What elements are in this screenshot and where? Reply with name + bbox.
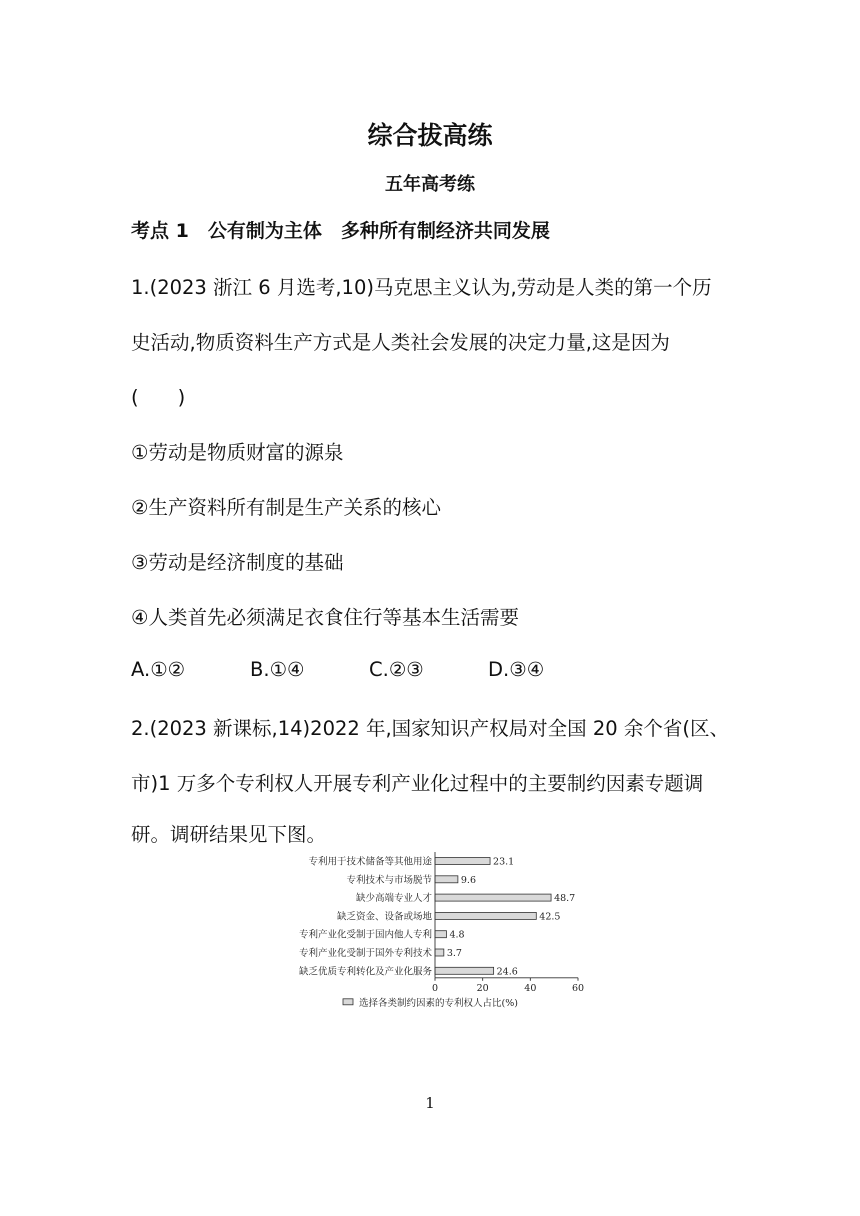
data-label: 3.7 — [446, 948, 462, 959]
q1-stem-line1: 1.(2023 浙江 6 月选考,10)马克思主义认为,劳动是人类的第一个历 — [131, 276, 712, 299]
q1-statement-4: ④人类首先必须满足衣食住行等基本生活需要 — [131, 606, 519, 629]
category-label: 缺乏优质专利转化及产业化服务 — [298, 966, 432, 978]
q1-statement-3: ③劳动是经济制度的基础 — [131, 551, 344, 574]
option-d[interactable]: D.③④ — [488, 658, 545, 681]
category-label: 缺少高端专业人才 — [355, 893, 432, 905]
x-tick-label: 40 — [524, 982, 537, 994]
bar — [435, 949, 444, 956]
bar — [435, 876, 458, 883]
legend-swatch — [343, 999, 353, 1005]
page-subtitle: 五年高考练 — [385, 174, 475, 195]
category-label: 专利产业化受制于国内他人专利 — [298, 929, 432, 941]
q1-stem-line2: 史活动,物质资料生产方式是人类社会发展的决定力量,这是因为 — [131, 331, 670, 354]
bar — [435, 894, 551, 901]
x-tick-label: 60 — [571, 982, 585, 994]
x-tick-label: 0 — [431, 982, 439, 994]
data-label: 4.8 — [449, 929, 465, 941]
option-c[interactable]: C.②③ — [369, 658, 424, 681]
legend-label: 选择各类制约因素的专利权人占比(%) — [359, 997, 518, 1009]
data-label: 48.7 — [554, 893, 576, 905]
category-label: 专利用于技术储备等其他用途 — [308, 856, 432, 868]
data-label: 23.1 — [493, 856, 515, 868]
q1-answer-bracket: ( ) — [131, 386, 186, 409]
bar-chart-svg — [270, 852, 600, 1027]
q2-stem-line3: 研。调研结果见下图。 — [131, 823, 327, 846]
q2-stem-line2: 市)1 万多个专利权人开展专利产业化过程中的主要制约因素专题调 — [131, 772, 704, 795]
x-tick-label: 20 — [476, 982, 489, 994]
data-label: 42.5 — [539, 911, 561, 923]
q2-stem-line1: 2.(2023 新课标,14)2022 年,国家知识产权局对全国 20 余个省(区、 — [131, 717, 729, 740]
bar — [435, 912, 536, 919]
section-heading: 考点 1 公有制为主体 多种所有制经济共同发展 — [131, 220, 550, 242]
q1-statement-2: ②生产资料所有制是生产关系的核心 — [131, 496, 441, 519]
bar — [435, 967, 494, 974]
category-label: 专利技术与市场脱节 — [346, 874, 432, 886]
page-title: 综合拔高练 — [367, 121, 493, 150]
option-a[interactable]: A.①② — [131, 658, 186, 681]
bar — [435, 858, 490, 865]
page-number: 1 — [425, 1094, 435, 1112]
category-label: 缺乏资金、设备或场地 — [336, 911, 432, 923]
data-label: 9.6 — [460, 874, 476, 886]
q1-options — [131, 658, 544, 681]
q1-statement-1: ①劳动是物质财富的源泉 — [131, 441, 344, 464]
data-label: 24.6 — [496, 966, 518, 978]
bar — [435, 931, 446, 938]
category-label: 专利产业化受制于国外专利技术 — [298, 948, 432, 959]
bar-chart — [270, 852, 600, 1027]
option-b[interactable]: B.①④ — [250, 658, 305, 681]
